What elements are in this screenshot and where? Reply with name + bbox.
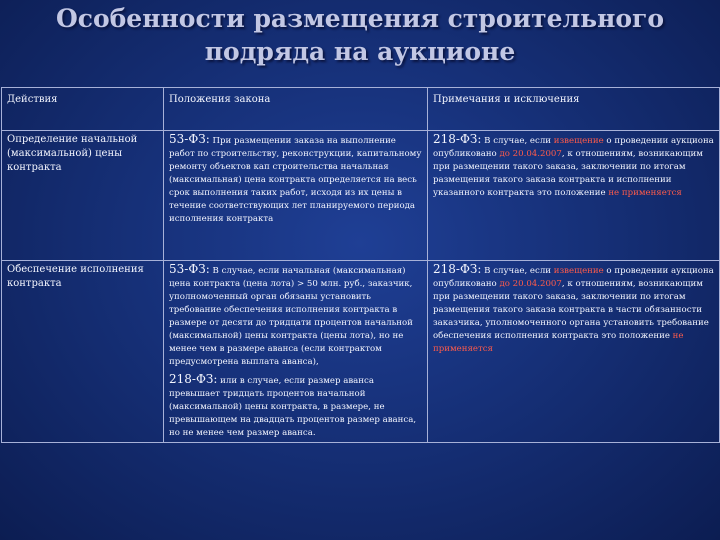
- row2-note-text1: В случае, если: [481, 266, 554, 276]
- row1-note: [428, 131, 720, 261]
- table-header-row: [2, 88, 720, 131]
- row2-note-red3: не применяется: [433, 331, 684, 354]
- row1-note-text2: о проведении аукциона опубликовано: [433, 136, 714, 159]
- page-title: Особенности размещения строительного подряда на аукционе: [55, 4, 665, 66]
- row2-note-red1: извещение: [553, 266, 604, 276]
- row1-note-red1: извещение: [553, 136, 604, 146]
- row2-law-text: В случае, если начальная (максимальная) цена контракта (цена лота) > 50 млн. руб., заказчик, уполномоченный орган обязаны установить требование обеспечения исполнения контракта в размере от десяти до тридцати процентов начальной (максимальной) цены контракта (цены лота), но не менее чем в размере аванса (если контрактом предусмотрена выплата аванса),: [169, 266, 413, 367]
- row1-law-text: При размещении заказа на выполнение работ по строительству, реконструкции, капитальному ремонту объектов кап строительства начальная (максимальная) цена контракта определяется на весь срок выполнения таких работ, исходя из их цены в течение соответствующих лет планируемого периода исполнения контракта: [169, 136, 422, 224]
- header-law-provisions: Положения закона: [164, 88, 428, 131]
- row2-action: Обеспечение исполнения контракта: [2, 261, 164, 443]
- row1-note-text1: В случае, если: [481, 136, 554, 146]
- row2-note-text2: о проведении аукциона опубликовано: [433, 266, 714, 289]
- row1-note-lead: 218-ФЗ:: [433, 132, 482, 146]
- row2-law: [164, 261, 428, 443]
- row1-note-red2: до 20.04.2007: [499, 149, 562, 159]
- header-notes-exceptions: Примечания и исключения: [428, 88, 720, 131]
- row2-note-lead: 218-ФЗ:: [433, 262, 482, 276]
- row1-note-text3: , к отношениям, возникающим при размещении такого заказа, заключении по итогам размещения такого заказа контракта и исполнении указанного контракта это положение: [433, 149, 703, 198]
- row1-action: Определение начальной (максимальной) цены контракта: [2, 131, 164, 261]
- row1-law-lead: 53-ФЗ:: [169, 132, 210, 146]
- row2-note-text3: , к отношениям, возникающим при размещении такого заказа, заключении по итогам размещения такого заказа контракта в части обязанности заказчика, уполномоченного органа установить требование обеспечения исполнения контракта это положение: [433, 279, 709, 341]
- row2-note-red2: до 20.04.2007: [499, 279, 562, 289]
- table-row: [2, 261, 720, 443]
- row2-law-lead: 53-ФЗ:: [169, 262, 210, 276]
- header-actions: Действия: [2, 88, 164, 131]
- row1-note-red3: не применяется: [608, 188, 682, 198]
- table-row: [2, 131, 720, 261]
- row2-note: [428, 261, 720, 443]
- features-table: [1, 87, 720, 443]
- row1-law: [164, 131, 428, 261]
- row2-law-lead2: 218-ФЗ:: [169, 372, 218, 386]
- row2-law-text2: или в случае, если размер аванса превышает тридцать процентов начальной (максимальной) цены контракта, в размере, не превышающем на двадцать процентов размер аванса, но не менее чем размер аванса.: [169, 376, 417, 438]
